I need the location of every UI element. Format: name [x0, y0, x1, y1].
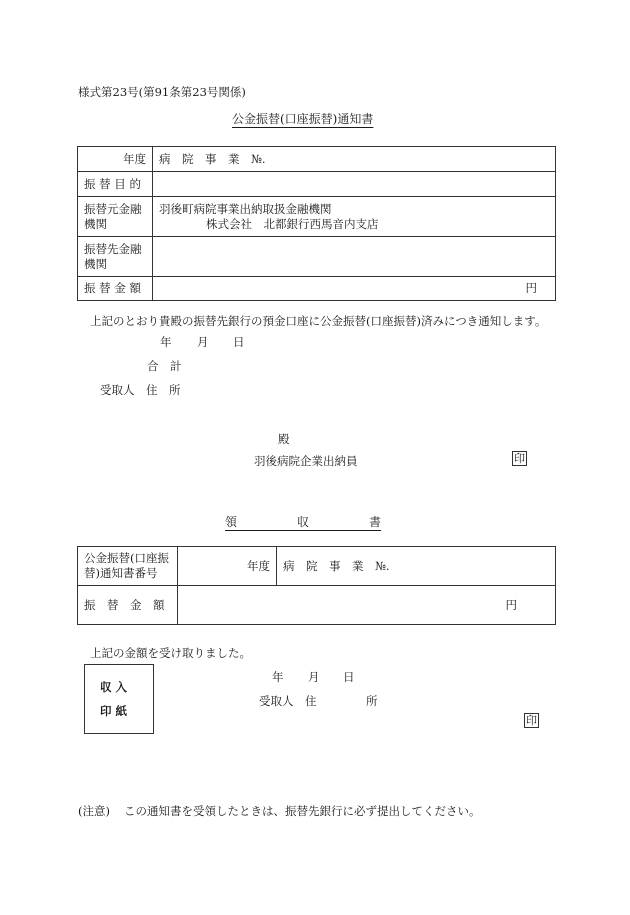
receipt-recipient-suffix: 所: [366, 694, 378, 708]
receipt-date-year: 年: [272, 670, 284, 684]
receipt-table: [77, 546, 556, 625]
receipt-project-number: 病 院 事 業 №.: [277, 547, 556, 586]
notice-row-purpose: [78, 172, 556, 197]
receipt-date-day: 日: [343, 670, 355, 684]
fiscal-year-label: 年度: [78, 147, 153, 172]
dest-bank-label: 振替先金融機関: [78, 237, 153, 277]
dono-honorific: 殿: [278, 432, 290, 446]
revenue-stamp-box: [84, 664, 154, 734]
notice-statement: 上記のとおり貴殿の振替先銀行の預金口座に公金振替(口座振替)済みにつき通知します。: [90, 314, 547, 328]
receipt-row-amount: [78, 586, 556, 625]
receipt-amount-value[interactable]: [178, 586, 556, 625]
transfer-purpose-value[interactable]: [153, 172, 556, 197]
notice-date-year: 年: [160, 335, 172, 349]
receipt-amount-label: 振 替 金 額: [78, 586, 178, 625]
stamp-text-line1: 収 入: [100, 680, 128, 694]
transfer-amount-label: 振 替 金 額: [78, 277, 153, 301]
notice-date-day: 日: [233, 335, 245, 349]
receipt-row-number: [78, 547, 556, 586]
note-text: この通知書を受領したときは、振替先銀行に必ず提出してください。: [124, 804, 481, 818]
notice-table: [77, 146, 556, 301]
stamp-text-line2: 印 紙: [100, 704, 128, 718]
hospital-project-number: 病 院 事 業 №.: [153, 147, 556, 172]
receipt-year-label: 年度: [178, 547, 277, 586]
dest-bank-value[interactable]: [153, 237, 556, 277]
source-bank-label: 振替元金融機関: [78, 197, 153, 237]
transfer-purpose-label: 振 替 目 的: [78, 172, 153, 197]
issuer-seal: 印: [514, 452, 525, 465]
recipient-seal: 印: [526, 714, 537, 727]
source-bank-value: [153, 197, 556, 237]
receipt-recipient-label: 受取人 住: [259, 694, 317, 708]
notice-recipient-address-label: 受取人 住 所: [100, 383, 181, 397]
yen-unit: 円: [525, 281, 537, 295]
notice-title: 公金振替(口座振替)通知書: [232, 112, 374, 126]
source-bank-line2: 株式会社 北都銀行西馬音内支店: [206, 216, 379, 231]
notice-row-dest-bank: [78, 237, 556, 277]
receipt-title: 領 収 書: [225, 515, 382, 529]
notice-row-amount: [78, 277, 556, 301]
notice-date-month: 月: [197, 335, 209, 349]
notice-row-source-bank: [78, 197, 556, 237]
receipt-yen-unit: 円: [505, 597, 517, 612]
transfer-amount-value[interactable]: [153, 277, 556, 301]
total-label: 合 計: [147, 359, 182, 373]
note-label: (注意): [78, 804, 110, 818]
receipt-date-month: 月: [308, 670, 320, 684]
form-number: 様式第23号(第91条第23号関係): [78, 85, 246, 99]
issuer-name: 羽後病院企業出納員: [254, 454, 358, 468]
notice-row-year: [78, 147, 556, 172]
source-bank-line1: 羽後町病院事業出納取扱金融機関: [159, 201, 332, 216]
notice-number-label: 公金振替(口座振替)通知書番号: [78, 547, 178, 586]
receipt-statement: 上記の金額を受け取りました。: [90, 646, 251, 660]
